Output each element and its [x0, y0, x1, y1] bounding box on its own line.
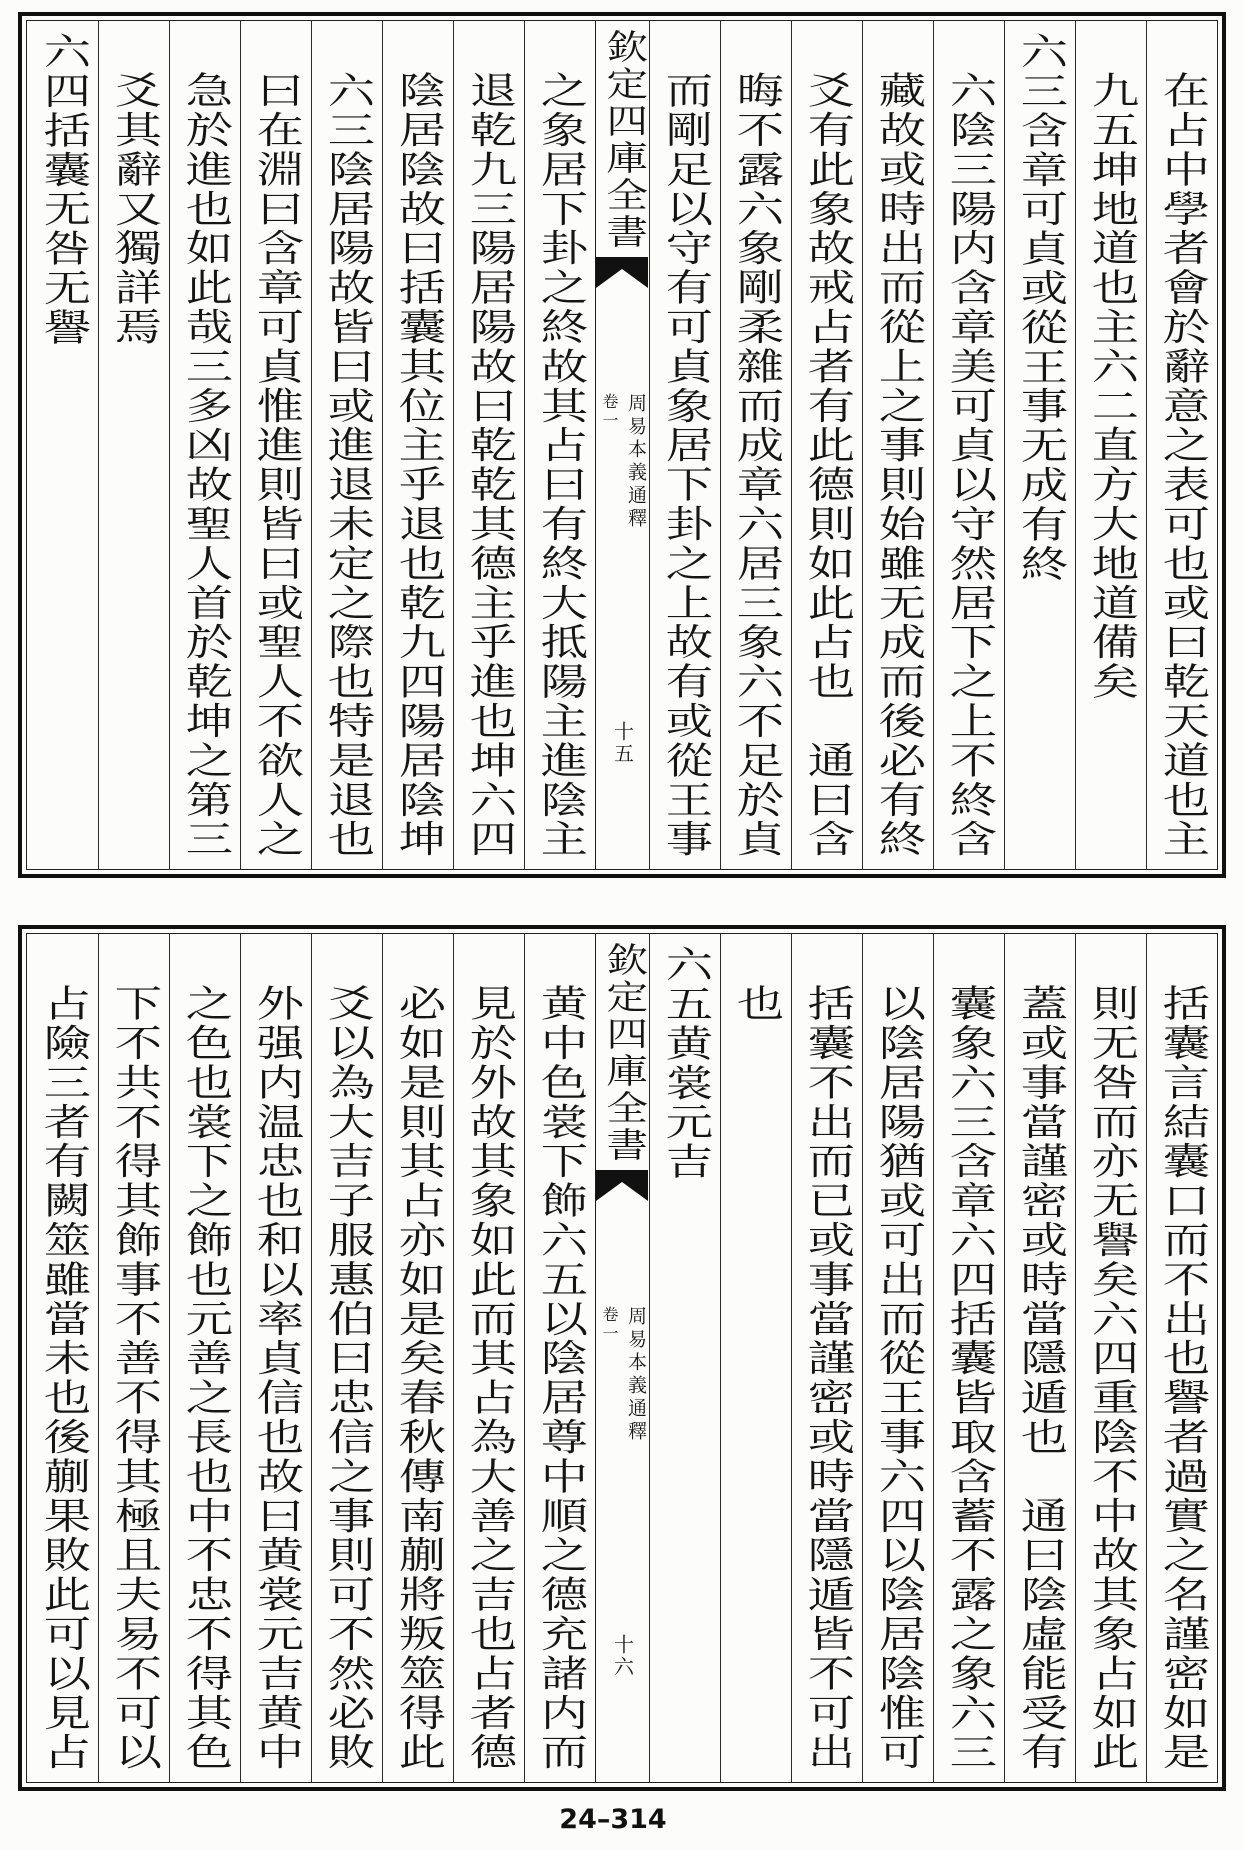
- commentary-column: [27, 934, 98, 1782]
- commentary-column: [98, 21, 169, 869]
- column-text: 外强内温忠也和以率貞信也故曰黄裳元吉黄中: [248, 984, 304, 1772]
- column-text: 六四括囊无咎无譽: [34, 32, 91, 348]
- fish-tail-ornament: [596, 1170, 648, 1202]
- collection-title: 欽定四庫全書: [598, 942, 647, 1164]
- text-frame: [26, 20, 1218, 870]
- commentary-column: [791, 21, 862, 869]
- column-text: 九五坤地道也主六二直方大地道備矣: [1083, 71, 1139, 702]
- commentary-column: [524, 934, 595, 1782]
- column-text: 爻有此象故戒占者有此德則如此占也 通曰含: [799, 71, 855, 859]
- volume-label: 卷一: [600, 393, 619, 431]
- classic-text-column: [649, 934, 720, 1782]
- commentary-column: [453, 934, 524, 1782]
- commentary-column: [862, 934, 933, 1782]
- commentary-column: [720, 934, 791, 1782]
- column-text: 六陰三陽内含章美可貞以守然居下之上不終含: [941, 71, 997, 859]
- column-text: 以陰居陽猶或可出而從王事六四以陰居陰惟可: [870, 984, 926, 1772]
- column-text: 而剛足以守有可貞象居下卦之上故有或從王事: [657, 71, 713, 859]
- classic-text-column: [27, 21, 98, 869]
- commentary-column: [1004, 934, 1075, 1782]
- commentary-column: [382, 934, 453, 1782]
- commentary-column: [1075, 21, 1146, 869]
- commentary-column: [791, 934, 862, 1782]
- page-center-column: [595, 934, 649, 1782]
- column-text: 在占中學者會於辭意之表可也或曰乾天道也主: [1154, 71, 1210, 859]
- lower-page-block: [18, 925, 1226, 1791]
- column-text: 陰居陰故曰括囊其位主乎退也乾九四陽居陰坤: [390, 71, 446, 859]
- column-text: 必如是則其占亦如是矣春秋傳南蒯將叛筮得此: [390, 984, 446, 1772]
- commentary-column: [240, 21, 311, 869]
- commentary-column: [1146, 21, 1217, 869]
- column-text: 急於進也如此哉三多凶故聖人首於乾坤之第三: [177, 71, 233, 859]
- commentary-column: [524, 21, 595, 869]
- column-text: 囊象六三含章六四括囊皆取含蓄不露之象六三: [941, 984, 997, 1772]
- column-text: 退乾九三陽居陽故曰乾乾其德主乎進也坤六四: [461, 71, 517, 859]
- column-text: 爻其辭又獨詳焉: [106, 71, 162, 347]
- column-text: 曰在淵曰含章可貞惟進則皆曰或聖人不欲人之: [248, 71, 304, 859]
- volume-label: 卷一: [600, 1306, 619, 1344]
- commentary-column: [169, 934, 240, 1782]
- commentary-column: [933, 934, 1004, 1782]
- column-text: 藏故或時出而從上之事則始雖无成而後必有終: [870, 71, 926, 859]
- commentary-column: [169, 21, 240, 869]
- leaf-page-number: 十六: [610, 1634, 635, 1678]
- column-text: 六三陰居陽故皆曰或進退未定之際也特是退也: [319, 71, 375, 859]
- column-text: 六三含章可貞或從王事无成有終: [1012, 32, 1068, 584]
- text-frame: [26, 933, 1218, 1783]
- upper-page-block: [18, 12, 1226, 878]
- column-text: 黄中色裳下飾六五以陰居尊中順之德充諸内而: [532, 984, 588, 1772]
- leaf-page-number: 十五: [610, 721, 635, 765]
- column-text: 括囊言結囊口而不出也譽者過實之名謹密如是: [1154, 984, 1210, 1772]
- fish-tail-ornament: [596, 257, 648, 289]
- column-text: 之色也裳下之飾也元善之長也中不忠不得其色: [177, 984, 233, 1772]
- commentary-column: [240, 934, 311, 1782]
- classic-text-column: [1004, 21, 1075, 869]
- commentary-column: [311, 21, 382, 869]
- column-text: 爻以為大吉子服惠伯曰忠信之事則可不然必敗: [319, 984, 375, 1772]
- column-text: 下不共不得其飾事不善不得其極且夫易不可以: [106, 984, 162, 1772]
- commentary-column: [862, 21, 933, 869]
- column-text: 占險三者有闕筮雖當未也後蒯果敗此可以見占: [34, 984, 91, 1772]
- commentary-column: [649, 21, 720, 869]
- sheet-number: 24–314: [559, 1804, 667, 1835]
- commentary-column: [720, 21, 791, 869]
- collection-title: 欽定四庫全書: [598, 29, 647, 251]
- book-title: 周易本義通釋: [625, 1306, 647, 1444]
- column-text: 也: [728, 984, 784, 1024]
- book-title: 周易本義通釋: [625, 393, 647, 531]
- column-text: 括囊不出而已或事當謹密或時當隱遁皆不可出: [799, 984, 855, 1772]
- commentary-column: [1075, 934, 1146, 1782]
- commentary-column: [1146, 934, 1217, 1782]
- commentary-column: [933, 21, 1004, 869]
- page-center-column: [595, 21, 649, 869]
- commentary-column: [311, 934, 382, 1782]
- column-text: 六五黄裳元吉: [657, 945, 713, 1182]
- column-text: 則无咎而亦无譽矣六四重陰不中故其象占如此: [1083, 984, 1139, 1772]
- commentary-column: [453, 21, 524, 869]
- commentary-column: [382, 21, 453, 869]
- commentary-column: [98, 934, 169, 1782]
- column-text: 見於外故其象如此而其占為大善之吉也占者德: [461, 984, 517, 1772]
- column-text: 晦不露六象剛柔雜而成章六居三象六不足於貞: [728, 71, 784, 859]
- column-text: 之象居下卦之終故其占曰有終大抵陽主進陰主: [532, 71, 588, 859]
- column-text: 蓋或事當謹密或時當隱遁也 通曰陰虛能受有: [1012, 984, 1068, 1772]
